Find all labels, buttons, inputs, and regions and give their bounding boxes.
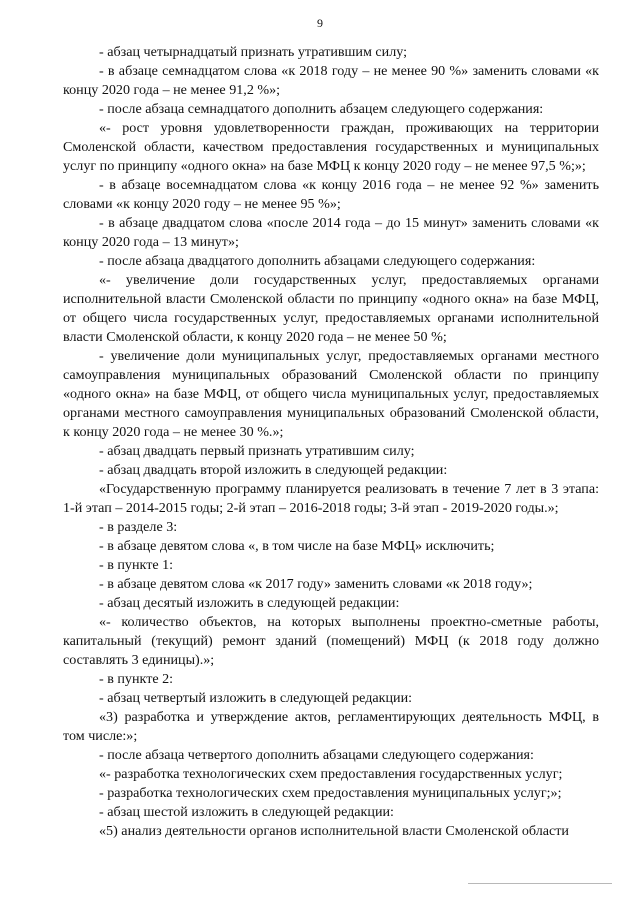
- paragraph: - абзац четвертый изложить в следующей редакции:: [99, 690, 413, 706]
- paragraph: «Государственную программу планируется реализовать в течение 7 лет в 3 этапа: 1-й этап – 2014-2015 годы; 2-й этап – 2016-2018 годы; 3-й этап - 2019-2020 годы.»;: [63, 481, 599, 516]
- footer-divider: [468, 883, 612, 884]
- document-body: [63, 43, 599, 841]
- paragraph: - в абзаце семнадцатом слова «к 2018 году – не менее 90 %» заменить словами «к концу 2020 года – не менее 91,2 %»;: [63, 63, 599, 98]
- paragraph: - после абзаца семнадцатого дополнить абзацем следующего содержания:: [99, 101, 544, 117]
- paragraph: - абзац четырнадцатый признать утратившим силу;: [99, 44, 408, 60]
- paragraph: «- рост уровня удовлетворенности граждан, проживающих на территории Смоленской области, качеством предоставления государственных и муниципальных услуг по принципу «одного окна» на базе МФЦ к концу 2020 году – не менее 97,5 %;»;: [63, 120, 599, 174]
- paragraph: - после абзаца двадцатого дополнить абзацами следующего содержания:: [99, 253, 536, 269]
- paragraph: «- разработка технологических схем предоставления государственных услуг;: [99, 766, 563, 782]
- paragraph: «- увеличение доли государственных услуг, предоставляемых органами исполнительной власти Смоленской области по принципу «одного окна» на базе МФЦ, от общего числа государственных услуг, предоставляемых органами исполнительной власти Смоленской области, к концу 2020 года – не менее 50 %;: [63, 272, 599, 345]
- paragraph: - абзац шестой изложить в следующей редакции:: [99, 804, 394, 820]
- paragraph: «- количество объектов, на которых выполнены проектно-сметные работы, капитальный (текущий) ремонт зданий (помещений) МФЦ (к 2018 году должно составлять 3 единицы).»;: [63, 614, 599, 668]
- paragraph: - разработка технологических схем предоставления муниципальных услуг;»;: [99, 785, 562, 801]
- paragraph: - в абзаце двадцатом слова «после 2014 года – до 15 минут» заменить словами «к концу 2020 года – 13 минут»;: [63, 215, 599, 250]
- paragraph: - в разделе 3:: [99, 519, 178, 535]
- paragraph: «5) анализ деятельности органов исполнительной власти Смоленской области: [99, 823, 569, 839]
- paragraph: - в абзаце восемнадцатом слова «к концу 2016 года – не менее 92 %» заменить словами «к концу 2020 году – не менее 95 %»;: [63, 177, 599, 212]
- page-number: 9: [317, 16, 323, 30]
- paragraph: - абзац двадцать первый признать утратившим силу;: [99, 443, 415, 459]
- paragraph: - в абзаце девятом слова «к 2017 году» заменить словами «к 2018 году»;: [99, 576, 533, 592]
- paragraph: - увеличение доли муниципальных услуг, предоставляемых органами местного самоуправления муниципальных образований Смоленской области по принципу «одного окна» на базе МФЦ, от общего числа муниципальных услуг, предоставляемых органами местного самоуправления муниципальных образований Смоленской области, к концу 2020 года – не менее 30 %.»;: [63, 348, 599, 440]
- paragraph: - в абзаце девятом слова «, в том числе на базе МФЦ» исключить;: [99, 538, 495, 554]
- paragraph: - после абзаца четвертого дополнить абзацами следующего содержания:: [99, 747, 534, 763]
- paragraph: - абзац десятый изложить в следующей редакции:: [99, 595, 400, 611]
- paragraph: - в пункте 2:: [99, 671, 174, 687]
- paragraph: - в пункте 1:: [99, 557, 174, 573]
- paragraph: - абзац двадцать второй изложить в следующей редакции:: [99, 462, 448, 478]
- paragraph: «3) разработка и утверждение актов, регламентирующих деятельность МФЦ, в том числе:»;: [63, 709, 599, 744]
